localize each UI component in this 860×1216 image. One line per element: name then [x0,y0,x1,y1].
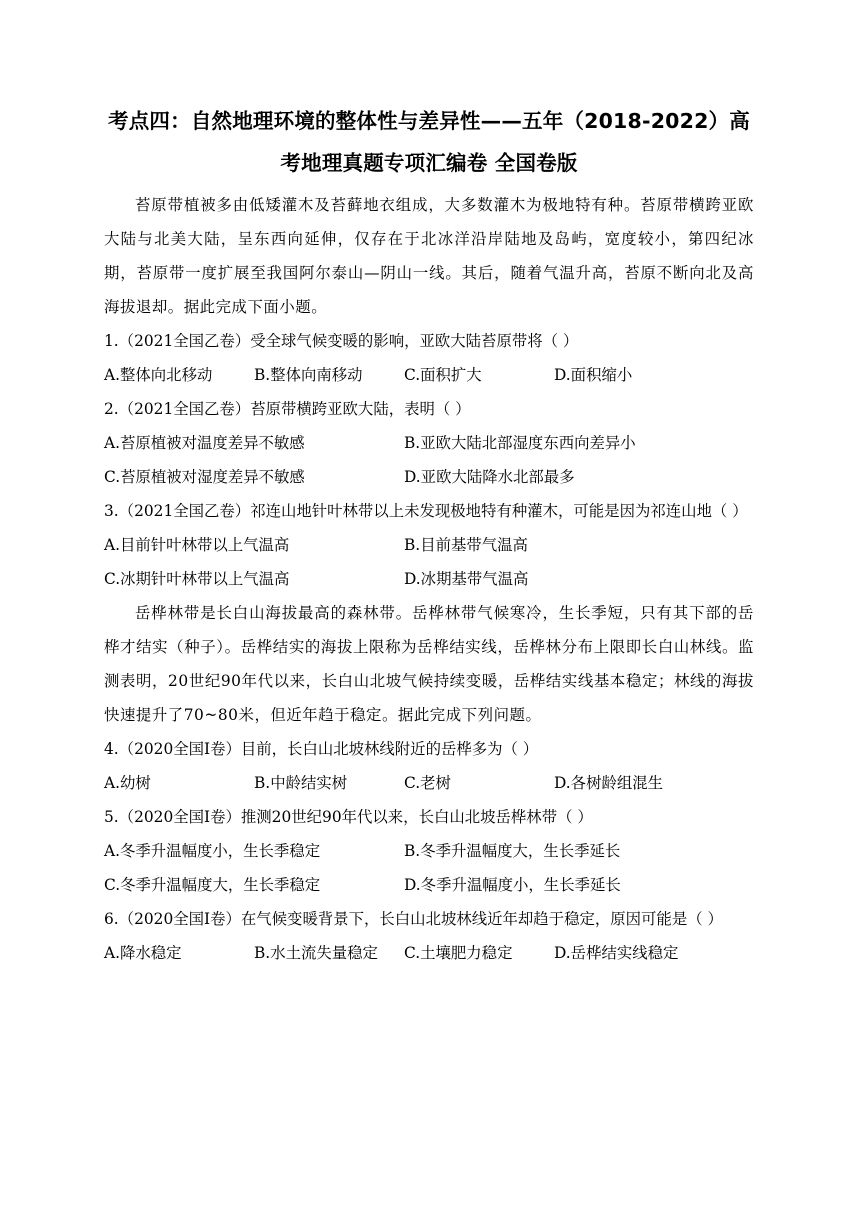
option-c: C.土壤肥力稳定 [404,944,513,962]
option-list [104,528,754,596]
question-6 [104,902,754,970]
option-a: A.苔原植被对温度差异不敏感 [104,434,305,452]
option-b: B.冬季升温幅度大，生长季延长 [404,842,621,860]
question-2 [104,392,754,494]
option-c: C.老树 [404,774,451,792]
option-a: A.整体向北移动 [104,366,213,384]
option-list [104,936,754,970]
option-b: B.中龄结实树 [254,774,348,792]
question-stem: 5.（2020全国I卷）推测20世纪90年代以来，长白山北坡岳桦林带（ ） [104,808,593,826]
option-c: C.苔原植被对湿度差异不敏感 [104,468,305,486]
option-b: B.水土流失量稳定 [254,944,378,962]
option-b: B.整体向南移动 [254,366,363,384]
question-1 [104,324,754,392]
option-b: B.目前基带气温高 [404,536,528,554]
question-stem: 4.（2020全国I卷）目前，长白山北坡林线附近的岳桦多为（ ） [104,740,539,758]
question-3 [104,494,754,596]
option-a: A.降水稳定 [104,944,182,962]
option-c: C.冬季升温幅度大，生长季稳定 [104,876,321,894]
question-4 [104,732,754,800]
option-c: C.面积扩大 [404,366,482,384]
option-d: D.冰期基带气温高 [404,570,529,588]
question-stem: 6.（2020全国I卷）在气候变暖背景下，长白山北坡林线近年却趋于稳定，原因可能是（ ） [104,910,723,928]
option-d: D.面积缩小 [554,366,633,384]
question-stem: 2.（2021全国乙卷）苔原带横跨亚欧大陆，表明（ ） [104,400,471,418]
question-stem: 1.（2021全国乙卷）受全球气候变暖的影响，亚欧大陆苔原带将（ ） [104,332,579,350]
option-d: D.岳桦结实线稳定 [554,944,679,962]
passage-birch-forest: 岳桦林带是长白山海拔最高的森林带。岳桦林带气候寒冷，生长季短，只有其下部的岳桦才结实（种子）。岳桦结实的海拔上限称为岳桦结实线，岳桦林分布上限即长白山林线。监测表明，20世纪90年代以来，长白山北坡气候持续变暖，岳桦结实线基本稳定；林线的海拔快速提升了70~80米，但近年趋于稳定。据此完成下列问题。 [104,604,754,724]
question-5 [104,800,754,902]
question-stem: 3.（2021全国乙卷）祁连山地针叶林带以上未发现极地特有种灌木，可能是因为祁连山地（ ） [104,502,748,520]
option-list [104,766,754,800]
option-list [104,834,754,902]
option-a: A.幼树 [104,774,151,792]
document-page [104,100,754,970]
option-c: C.冰期针叶林带以上气温高 [104,570,290,588]
passage-tundra: 苔原带植被多由低矮灌木及苔藓地衣组成，大多数灌木为极地特有种。苔原带横跨亚欧大陆与北美大陆，呈东西向延伸，仅存在于北冰洋沿岸陆地及岛屿，宽度较小，第四纪冰期，苔原带一度扩展至我国阿尔泰山—阴山一线。其后，随着气温升高，苔原不断向北及高海拔退却。据此完成下面小题。 [104,196,754,316]
option-a: A.目前针叶林带以上气温高 [104,536,290,554]
option-list [104,358,754,392]
title-line-2: 考地理真题专项汇编卷 全国卷版 [280,151,578,175]
document-title [96,100,762,184]
option-d: D.冬季升温幅度小，生长季延长 [404,876,621,894]
option-d: D.亚欧大陆降水北部最多 [404,468,575,486]
option-list [104,426,754,494]
title-line-1: 考点四：自然地理环境的整体性与差异性——五年（2018-2022）高 [108,109,750,133]
option-b: B.亚欧大陆北部湿度东西向差异小 [404,434,636,452]
option-a: A.冬季升温幅度小，生长季稳定 [104,842,321,860]
option-d: D.各树龄组混生 [554,774,664,792]
